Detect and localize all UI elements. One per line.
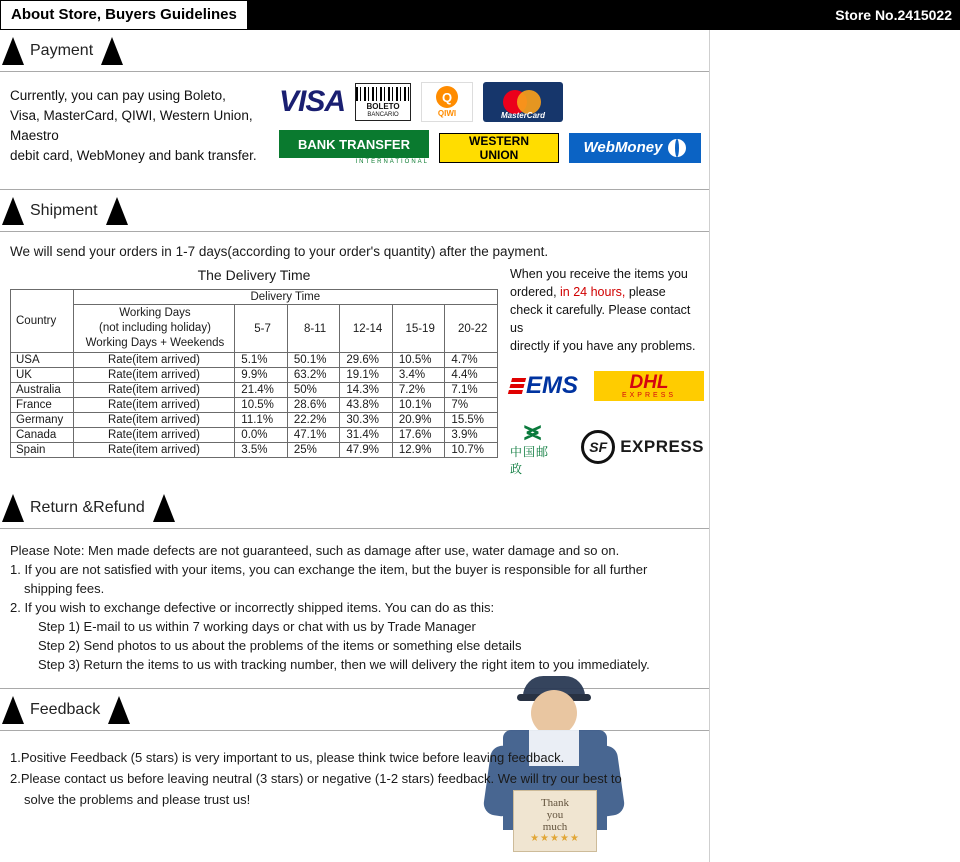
receive-note-highlight: in 24 hours, (560, 285, 626, 299)
mastercard-label: MasterCard (501, 111, 546, 120)
thank-you-line1: Thank (540, 797, 570, 809)
bank-transfer-sub: INTERNATIONAL (355, 159, 429, 165)
cell-rate-value: 12.9% (392, 443, 445, 458)
qiwi-logo (421, 82, 473, 122)
cell-rate-value: 3.9% (445, 428, 498, 443)
text-line: shipping fees. (24, 581, 105, 596)
table-row (11, 383, 498, 398)
ems-logo (510, 372, 578, 400)
receive-note-line3: check it carefully. Please contact us (510, 303, 691, 335)
triangle-icon (2, 197, 24, 225)
webmoney-label: WebMoney (583, 139, 663, 156)
cell-rate-value: 10.7% (445, 443, 498, 458)
table-row (11, 368, 498, 383)
sf-express-logo (581, 430, 704, 464)
cell-country: Germany (11, 413, 74, 428)
qiwi-mark: Q (436, 86, 458, 108)
text-line: Step 3) Return the items to us with tracking number, then we will delivery the right item to you immediately. (38, 657, 650, 672)
table-row (11, 443, 498, 458)
page-content (0, 30, 710, 862)
cell-country: UK (11, 368, 74, 383)
cell-country: Canada (11, 428, 74, 443)
cell-rate-label: Rate(item arrived) (73, 428, 235, 443)
table-row (11, 353, 498, 368)
triangle-icon (153, 494, 175, 522)
triangle-icon (108, 696, 130, 724)
triangle-icon (106, 197, 128, 225)
western-union-line2: UNION (440, 148, 558, 162)
shipment-intro: We will send your orders in 1-7 days(according to your order's quantity) after the payment. (10, 244, 549, 259)
courier-logo-row-1 (510, 371, 704, 401)
bank-transfer-logo (279, 130, 429, 158)
table-row (11, 413, 498, 428)
sf-mark-icon: SF (581, 430, 615, 464)
cell-rate-value: 20.9% (392, 413, 445, 428)
header-delivery-time: Delivery Time (73, 290, 497, 305)
cell-rate-value: 14.3% (340, 383, 393, 398)
triangle-icon (2, 696, 24, 724)
western-union-logo (439, 133, 559, 163)
payment-description (0, 82, 279, 183)
table-row (11, 428, 498, 443)
cell-rate-value: 7.2% (392, 383, 445, 398)
thank-you-line2: you (546, 809, 564, 821)
header-day-range: 15-19 (392, 305, 445, 353)
sf-express-label: EXPRESS (620, 437, 705, 456)
store-number: Store No.2415022 (835, 7, 952, 23)
cell-rate-label: Rate(item arrived) (73, 383, 235, 398)
globe-icon (668, 139, 686, 157)
section-title-shipment: Shipment (30, 201, 98, 219)
receive-note-line2-pre: ordered, (510, 285, 561, 299)
delivery-time-table (10, 289, 498, 458)
cell-rate-value: 3.4% (392, 368, 445, 383)
dhl-label: DHL (629, 371, 669, 393)
section-title-feedback: Feedback (30, 700, 101, 718)
receive-note-line2-post: please (625, 285, 666, 299)
section-title-return-refund: Return &Refund (30, 498, 145, 516)
cell-rate-value: 10.1% (392, 398, 445, 413)
header-working-days: Working Days (not including holiday) Working Days + Weekends (73, 305, 235, 353)
receive-note-line2 (510, 283, 704, 301)
cell-rate-value: 10.5% (235, 398, 288, 413)
section-header-payment (0, 30, 709, 72)
payment-logo-row-1 (279, 82, 701, 122)
cell-rate-value: 17.6% (392, 428, 445, 443)
visa-logo: VISA (279, 85, 346, 118)
cell-rate-value: 3.5% (235, 443, 288, 458)
cell-rate-value: 29.6% (340, 353, 393, 368)
cell-rate-label: Rate(item arrived) (73, 353, 235, 368)
section-header-return-refund (0, 487, 709, 529)
payment-line-3: debit card, WebMoney and bank transfer. (10, 148, 257, 163)
qiwi-label: QIWI (437, 109, 457, 118)
cell-rate-value: 11.1% (235, 413, 288, 428)
courier-logo-row-2 (510, 417, 704, 477)
delivery-table-column (10, 265, 498, 477)
header-day-range: 20-22 (445, 305, 498, 353)
page-title: About Store, Buyers Guidelines (0, 0, 248, 30)
table-row (11, 398, 498, 413)
cell-rate-value: 10.5% (392, 353, 445, 368)
dhl-sub: EXPRESS (621, 391, 677, 399)
china-post-logo (510, 417, 555, 477)
cell-rate-value: 9.9% (235, 368, 288, 383)
header-day-range: 8-11 (287, 305, 340, 353)
text-line: Please Note: Men made defects are not guaranteed, such as damage after use, water damage and so on. (10, 543, 620, 558)
header-day-range: 5-7 (235, 305, 288, 353)
receive-note-line4: directly if you have any problems. (510, 339, 696, 353)
boleto-logo (355, 83, 411, 121)
table-header-row (11, 290, 498, 305)
cell-rate-value: 4.7% (445, 353, 498, 368)
payment-section (0, 72, 709, 190)
western-union-line1: WESTERN (440, 134, 558, 148)
cell-rate-value: 63.2% (287, 368, 340, 383)
cell-rate-value: 28.6% (287, 398, 340, 413)
cell-rate-value: 25% (287, 443, 340, 458)
bank-transfer-label: BANK TRANSFER (298, 136, 410, 152)
text-line: 2. If you wish to exchange defective or incorrectly shipped items. You can do as this: (10, 600, 495, 615)
payment-logo-group (279, 82, 709, 183)
payment-line-1: Currently, you can pay using Boleto, (10, 88, 226, 103)
cell-rate-value: 7.1% (445, 383, 498, 398)
cell-rate-value: 4.4% (445, 368, 498, 383)
dhl-logo (594, 371, 704, 401)
cell-rate-value: 43.8% (340, 398, 393, 413)
cell-rate-value: 5.1% (235, 353, 288, 368)
delivery-table-title: The Delivery Time (197, 267, 311, 283)
triangle-icon (101, 37, 123, 65)
top-bar (0, 0, 960, 30)
cell-rate-value: 47.1% (287, 428, 340, 443)
triangle-icon (2, 37, 24, 65)
cell-rate-value: 19.1% (340, 368, 393, 383)
ems-stripes-icon (508, 378, 526, 394)
payment-line-2: Visa, MasterCard, QIWI, Western Union, Maestro (10, 108, 253, 143)
cell-rate-value: 31.4% (340, 428, 393, 443)
cell-country: Australia (11, 383, 74, 398)
cell-rate-value: 30.3% (340, 413, 393, 428)
cell-rate-value: 50.1% (287, 353, 340, 368)
header-country: Country (11, 290, 74, 353)
cell-country: Spain (11, 443, 74, 458)
cell-rate-label: Rate(item arrived) (73, 398, 235, 413)
stars-icon: ★★★★★ (530, 833, 580, 844)
shipment-side-column (498, 265, 704, 477)
text-line: solve the problems and please trust us! (24, 792, 251, 807)
cell-rate-value: 50% (287, 383, 340, 398)
cell-rate-value: 0.0% (235, 428, 288, 443)
cell-rate-value: 7% (445, 398, 498, 413)
cell-rate-label: Rate(item arrived) (73, 443, 235, 458)
text-line: 1. If you are not satisfied with your items, you can exchange the item, but the buyer is responsible for all further (10, 562, 648, 577)
cell-rate-value: 21.4% (235, 383, 288, 398)
boleto-label: BOLETO (366, 102, 400, 111)
header-day-range: 12-14 (340, 305, 393, 353)
triangle-icon (2, 494, 24, 522)
webmoney-logo (569, 133, 701, 163)
cell-rate-label: Rate(item arrived) (73, 368, 235, 383)
section-header-shipment (0, 190, 709, 232)
text-line: 2.Please contact us before leaving neutral (3 stars) or negative (1-2 stars) feedback. We will try our best to (10, 771, 622, 786)
text-line: Step 1) E-mail to us within 7 working days or chat with us by Trade Manager (38, 619, 476, 634)
receive-note-line1: When you receive the items you (510, 267, 688, 281)
cell-rate-value: 22.2% (287, 413, 340, 428)
cell-rate-label: Rate(item arrived) (73, 413, 235, 428)
cell-rate-value: 15.5% (445, 413, 498, 428)
mastercard-logo (483, 82, 563, 122)
text-line: Step 2) Send photos to us about the problems of the items or something else details (38, 638, 522, 653)
table-subheader-row (11, 305, 498, 353)
ems-label: EMS (526, 372, 579, 399)
return-refund-body (0, 529, 709, 689)
thank-you-line3: much (542, 821, 568, 833)
china-post-mark-icon: ⪤ (524, 415, 542, 445)
section-title-payment: Payment (30, 41, 94, 59)
boleto-sub: BANCARIO (367, 112, 399, 118)
payment-logo-row-2 (279, 130, 701, 165)
cell-country: France (11, 398, 74, 413)
cell-rate-value: 47.9% (340, 443, 393, 458)
cell-country: USA (11, 353, 74, 368)
shipment-body (0, 265, 709, 487)
feedback-body (0, 731, 709, 820)
text-line: 1.Positive Feedback (5 stars) is very important to us, please think twice before leaving feedback. (10, 750, 565, 765)
china-post-label: 中国邮政 (510, 445, 550, 476)
receive-note (510, 265, 704, 355)
